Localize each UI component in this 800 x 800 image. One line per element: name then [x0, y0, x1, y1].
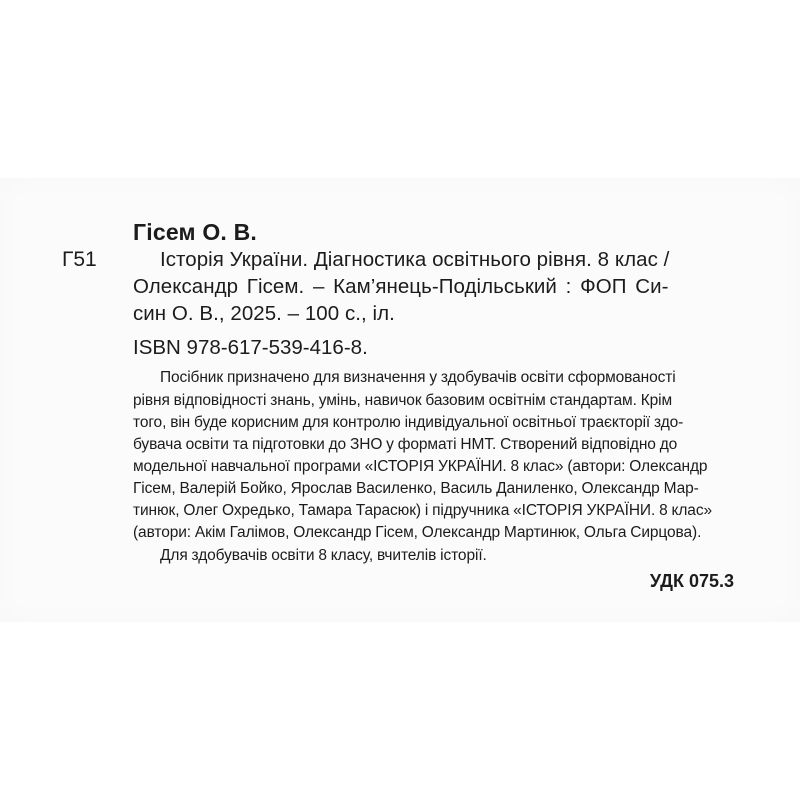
udc-code: УДК 075.3: [649, 571, 734, 591]
audience-note: Для здобувачів освіти 8 класу, вчителів історії.: [160, 547, 487, 564]
abstract-line-5: модельної навчальної програми «ІСТОРІЯ УКРАЇНИ. 8 клас» (автори: Олександр: [133, 458, 708, 475]
abstract-line-4: бувача освіти та підготовки до ЗНО у форматі НМТ. Створений відповідно до: [133, 436, 678, 453]
abstract-line-7: тинюк, Олег Охредько, Тамара Тарасюк) і підручника «ІСТОРІЯ УКРАЇНИ. 8 клас»: [133, 502, 712, 519]
abstract-line-2: рівня відповідності знань, умінь, навичок базовим освітнім стандартам. Крім: [133, 392, 673, 409]
abstract-line-1: Посібник призначено для визначення у здобувачів освіти сформованості: [160, 369, 676, 386]
classification-code: Г51: [62, 248, 97, 271]
abstract-line-8: (автори: Акім Галімов, Олександр Гісем, Олександр Мартинюк, Ольга Сирцова).: [133, 524, 702, 541]
abstract-line-3: того, він буде корисним для контролю індивідуальної освітньої траєкторії здо-: [133, 414, 684, 431]
bibliographic-line-3: син О. В., 2025. – 100 с., іл.: [133, 302, 395, 325]
bibliographic-line-1: Історія України. Діагностика освітнього рівня. 8 клас /: [160, 248, 670, 271]
bibliographic-line-2: Олександр Гісем. – Кам’янець-Подільський : ФОП Си-: [133, 275, 669, 298]
abstract-line-6: Гісем, Валерій Бойко, Ярослав Василенко, Василь Даниленко, Олександр Мар-: [133, 480, 699, 497]
author-name: Гісем О. В.: [133, 219, 257, 245]
isbn: ISBN 978-617-539-416-8.: [133, 336, 368, 359]
